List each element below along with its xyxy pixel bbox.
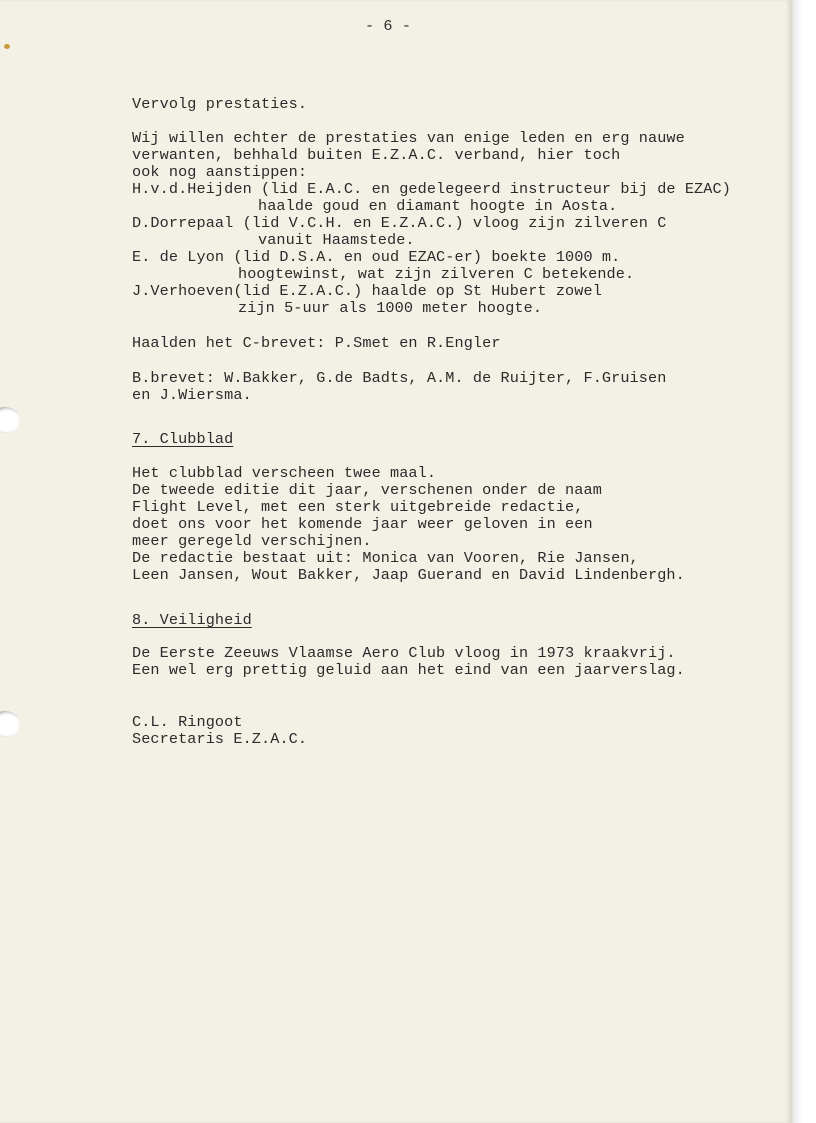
text-line: De tweede editie dit jaar, verschenen onder de naam (132, 481, 602, 499)
text-line: Leen Jansen, Wout Bakker, Jaap Guerand en David Lindenbergh. (132, 566, 685, 584)
signature-name: C.L. Ringoot (132, 713, 243, 731)
text-line: Het clubblad verscheen twee maal. (132, 464, 437, 482)
text-line: meer geregeld verschijnen. (132, 532, 372, 550)
text-line: D.Dorrepaal (lid V.C.H. en E.Z.A.C.) vloog zijn zilveren C (132, 214, 667, 232)
text-line: zijn 5-uur als 1000 meter hoogte. (238, 299, 543, 317)
text-line: H.v.d.Heijden (lid E.A.C. en gedelegeerd instructeur bij de EZAC) (132, 180, 731, 198)
signature-title: Secretaris E.Z.A.C. (132, 730, 308, 748)
text-line: Wij willen echter de prestaties van enige leden en erg nauwe (132, 129, 685, 147)
text-line: verwanten, behhald buiten E.Z.A.C. verband, hier toch (132, 146, 621, 164)
section-heading-clubblad: 7. Clubblad (132, 430, 234, 448)
page-number: - 6 - (365, 17, 412, 35)
paper-stain (4, 44, 10, 49)
punch-hole-top (0, 407, 20, 433)
text-line: J.Verhoeven(lid E.Z.A.C.) haalde op St Hubert zowel (132, 282, 602, 300)
text-line: en J.Wiersma. (132, 386, 252, 404)
text-line: E. de Lyon (lid D.S.A. en oud EZAC-er) boekte 1000 m. (132, 248, 621, 266)
section-continuation-heading: Vervolg prestaties. (132, 95, 308, 113)
text-line: hoogtewinst, wat zijn zilveren C betekende. (238, 265, 635, 283)
text-line: ook nog aanstippen: (132, 163, 308, 181)
text-line: Een wel erg prettig geluid aan het eind van een jaarverslag. (132, 661, 685, 679)
section-heading-veiligheid: 8. Veiligheid (132, 611, 252, 629)
page-edge (790, 0, 816, 1123)
text-line: De Eerste Zeeuws Vlaamse Aero Club vloog in 1973 kraakvrij. (132, 644, 676, 662)
text-line: vanuit Haamstede. (258, 231, 415, 249)
text-line: Haalden het C-brevet: P.Smet en R.Engler (132, 334, 501, 352)
text-line: doet ons voor het komende jaar weer geloven in een (132, 515, 593, 533)
text-line: De redactie bestaat uit: Monica van Vooren, Rie Jansen, (132, 549, 639, 567)
text-line: Flight Level, met een sterk uitgebreide redactie, (132, 498, 584, 516)
text-line: haalde goud en diamant hoogte in Aosta. (258, 197, 618, 215)
punch-hole-bottom (0, 711, 20, 737)
text-line: B.brevet: W.Bakker, G.de Badts, A.M. de Ruijter, F.Gruisen (132, 369, 667, 387)
